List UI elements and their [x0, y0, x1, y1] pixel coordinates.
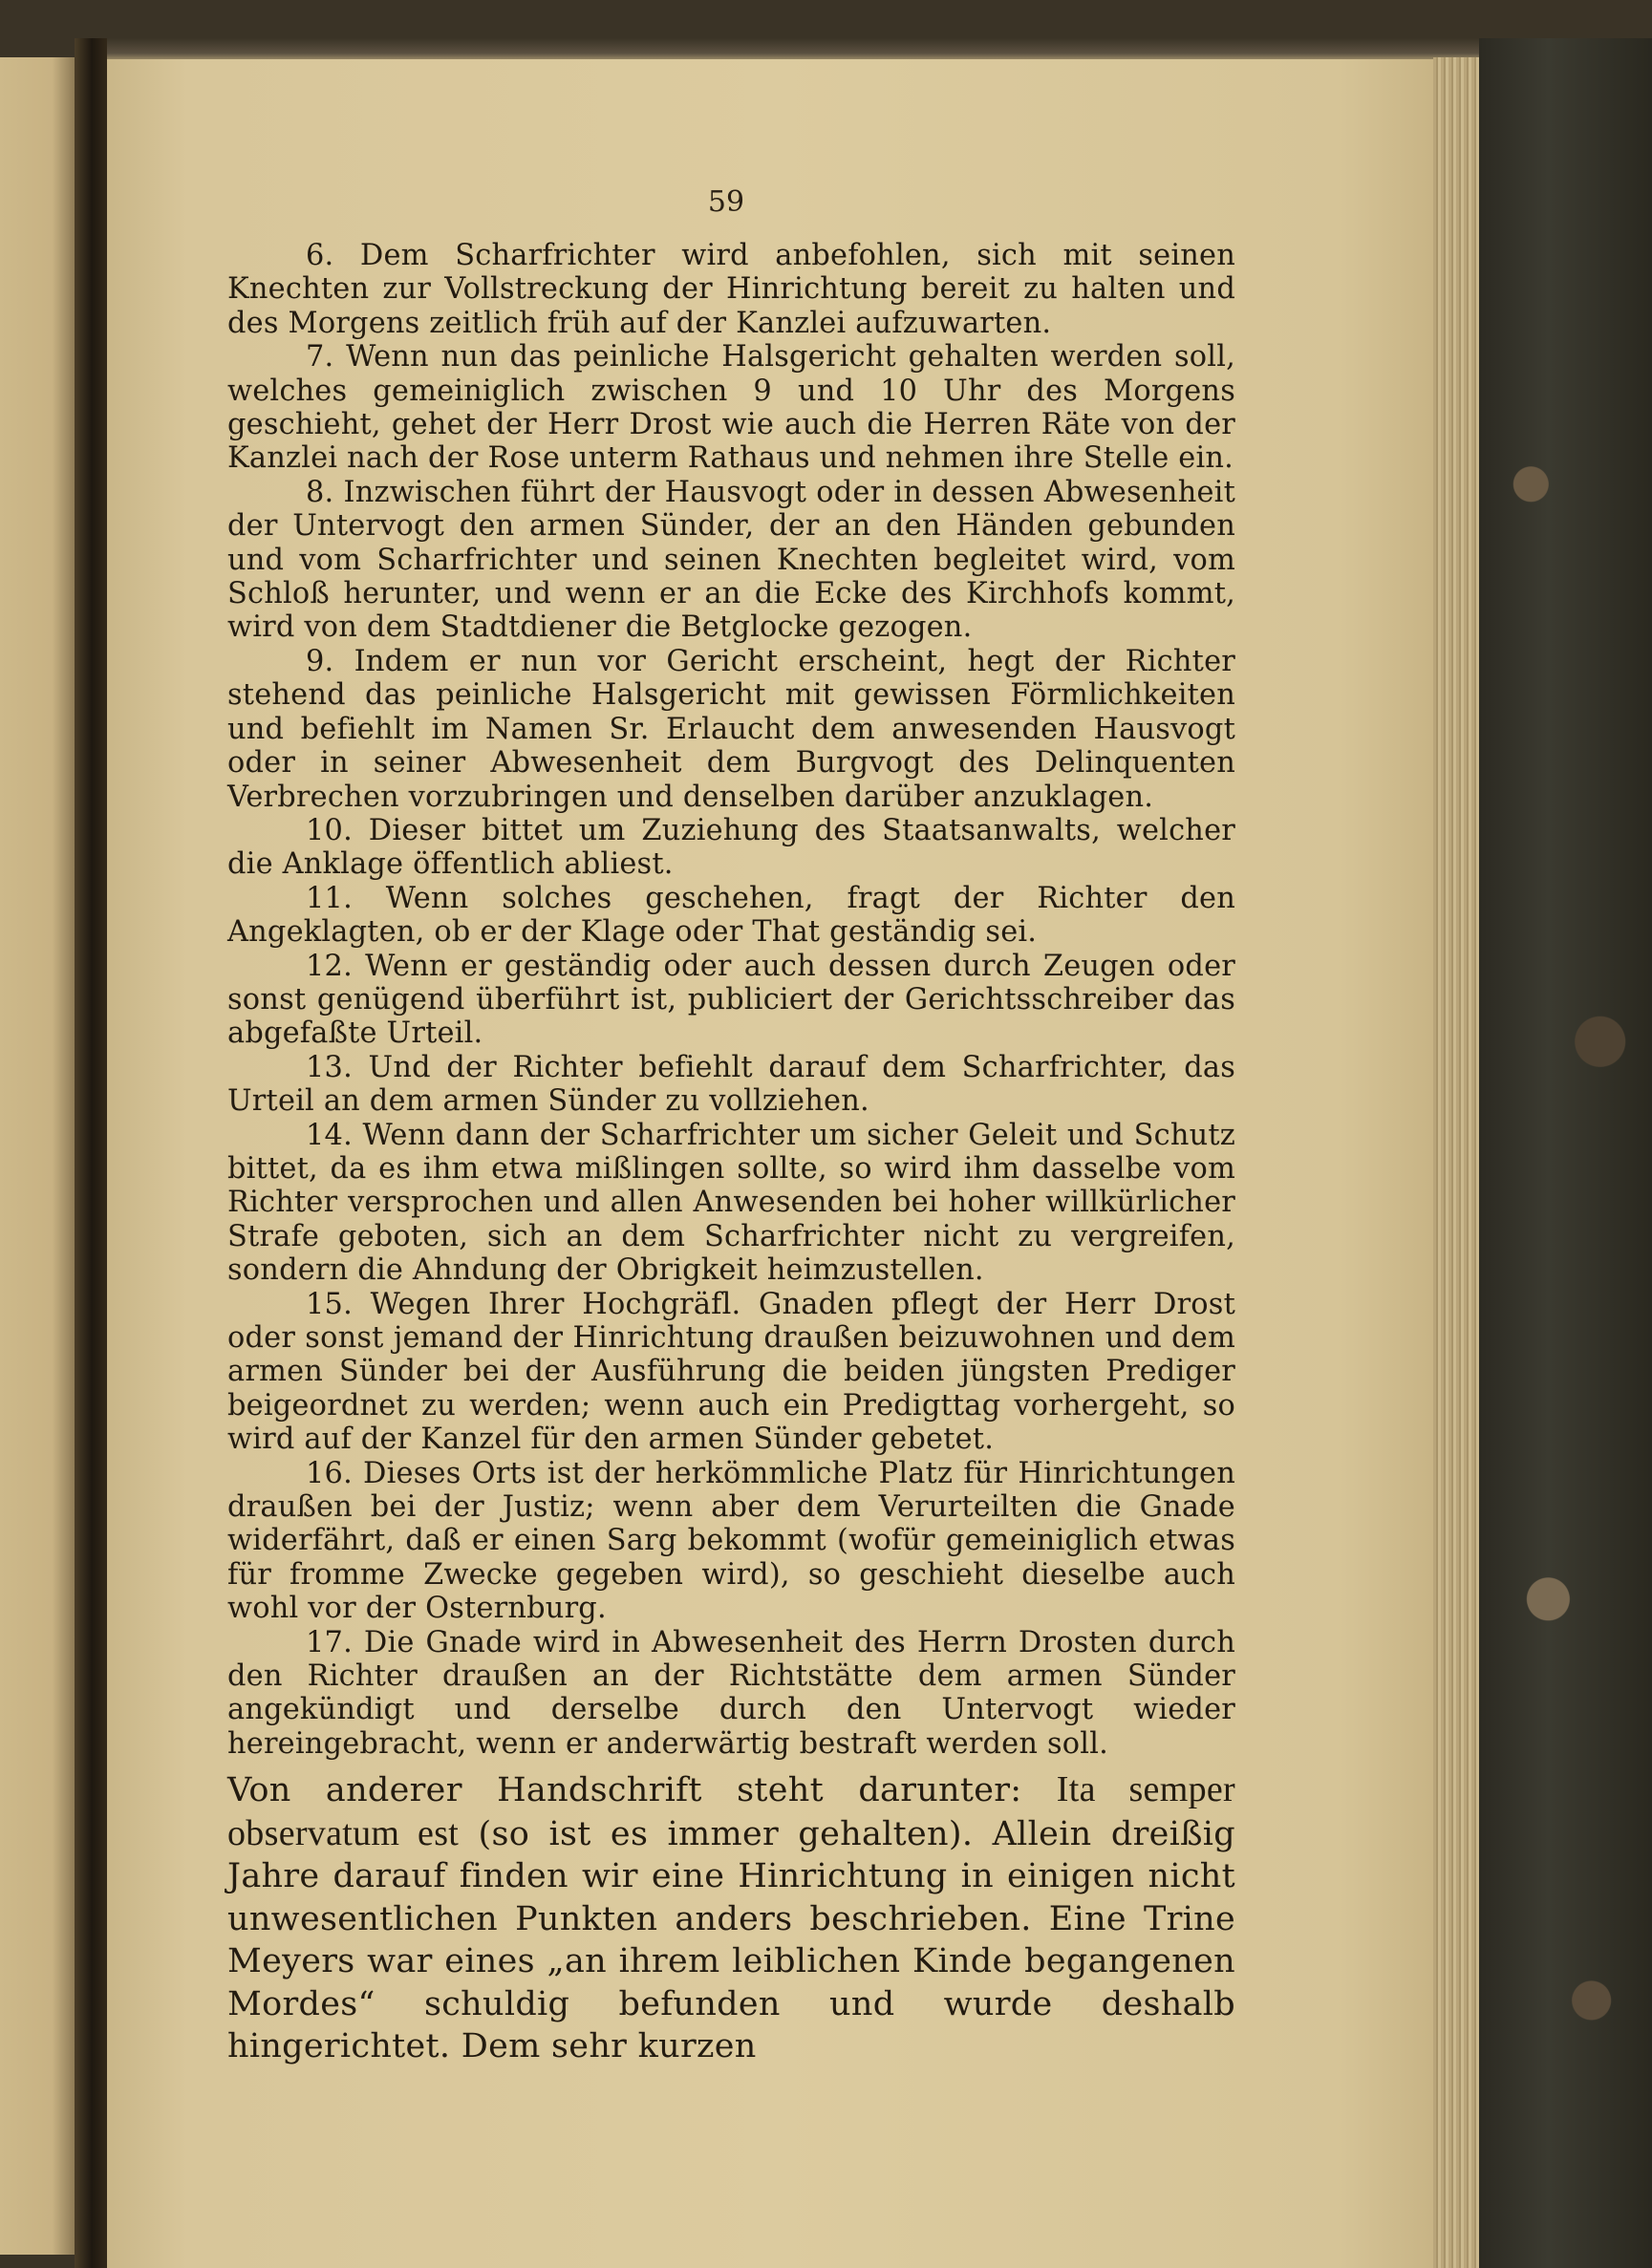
page-stack-edges [1433, 57, 1479, 2268]
paragraph-13: 13. Und der Richter befiehlt darauf dem Scharfrichter, das Urteil an dem armen Sünder zu vollziehen. [227, 1050, 1235, 1119]
closing-lead: Von anderer Handschrift steht darunter: [227, 1771, 1057, 1810]
paragraph-14: 14. Wenn dann der Scharfrichter um sicher Geleit und Schutz bittet, da es ihm etwa mißlingen sollte, so wird ihm dasselbe vom Richter versprochen und allen Anwesenden bei hoher willkürlicher Strafe geboten, sich an dem Scharfrichter nicht zu vergreifen, sondern die Ahndung der Obrigkeit heimzustellen. [227, 1118, 1235, 1288]
left-facing-page [0, 57, 75, 2255]
closing-paragraph [227, 1768, 1235, 2068]
marbled-cover [1479, 38, 1652, 2268]
paragraph-12: 12. Wenn er geständig oder auch dessen durch Zeugen oder sonst genügend überführt ist, publiciert der Gerichtsschreiber das abgefaßte Urteil. [227, 949, 1235, 1051]
paragraph-6: 6. Dem Scharfrichter wird anbefohlen, sich mit seinen Knechten zur Vollstreckung der Hinrichtung bereit zu halten und des Morgens zeitlich früh auf der Kanzlei aufzuwarten. [227, 239, 1235, 340]
paragraph-9: 9. Indem er nun vor Gericht erscheint, hegt der Richter stehend das peinliche Halsgericht mit gewissen Förmlichkeiten und befiehlt im Namen Sr. Erlaucht dem anwesenden Hausvogt oder in seiner Abwesenheit dem Burgvogt des Delinquenten Verbrechen vorzubringen und denselben darüber anzuklagen. [227, 644, 1235, 814]
paragraph-11: 11. Wenn solches geschehen, fragt der Richter den Angeklagten, ob er der Klage oder That geständig sei. [227, 881, 1235, 950]
page-number: 59 [707, 185, 745, 219]
paragraph-16: 16. Dieses Orts ist der herkömmliche Platz für Hinrichtungen draußen bei der Justiz; wenn aber dem Verurteilten die Gnade widerfährt, daß er einen Sarg bekommt (wofür gemeiniglich etwas für fromme Zwecke gegeben wird), so geschieht dieselbe auch wohl vor der Osternburg. [227, 1456, 1235, 1626]
paragraph-7: 7. Wenn nun das peinliche Halsgericht gehalten werden soll, welches gemeiniglich zwischen 9 und 10 Uhr des Morgens geschieht, gehet der Herr Drost wie auch die Herren Räte von der Kanzlei nach der Rose unterm Rathaus und nehmen ihre Stelle ein. [227, 340, 1235, 476]
paragraph-15: 15. Wegen Ihrer Hochgräfl. Gnaden pflegt der Herr Drost oder sonst jemand der Hinrichtung draußen beizuwohnen und dem armen Sünder bei der Ausführung die beiden jüngsten Prediger beigeordnet zu werden; wenn auch ein Predigttag vorhergeht, so wird auf der Kanzel für den armen Sünder gebetet. [227, 1287, 1235, 1457]
closing-rest: (so ist es immer gehalten). Allein dreißig Jahre darauf finden wir eine Hinrichtung in einigen nicht unwesentlichen Punkten anders beschrieben. Eine Trine Meyers war eines „an ihrem leiblichen Kinde begangenen Mordes“ schuldig befunden und wurde deshalb hingerichtet. Dem sehr kurzen [227, 1814, 1236, 2066]
paragraph-17: 17. Die Gnade wird in Abwesenheit des Herrn Drosten durch den Richter draußen an der Richtstätte dem armen Sünder angekündigt und derselbe durch den Untervogt wieder hereingebracht, wenn er anderwärtig bestraft werden soll. [227, 1625, 1235, 1761]
paragraph-8: 8. Inzwischen führt der Hausvogt oder in dessen Abwesenheit der Untervogt den armen Sünder, der an den Händen gebunden und vom Scharfrichter und seinen Knechten begleitet wird, vom Schloß herunter, und wenn er an die Ecke des Kirchhofs kommt, wird von dem Stadtdiener die Betglocke gezogen. [227, 475, 1235, 645]
page-text [227, 186, 1235, 2102]
closing-latin-phrase: Ita semper observatum est [227, 1769, 1236, 1853]
paragraph-10: 10. Dieser bittet um Zuziehung des Staatsanwalts, welcher die Anklage öffentlich abliest. [227, 813, 1235, 882]
